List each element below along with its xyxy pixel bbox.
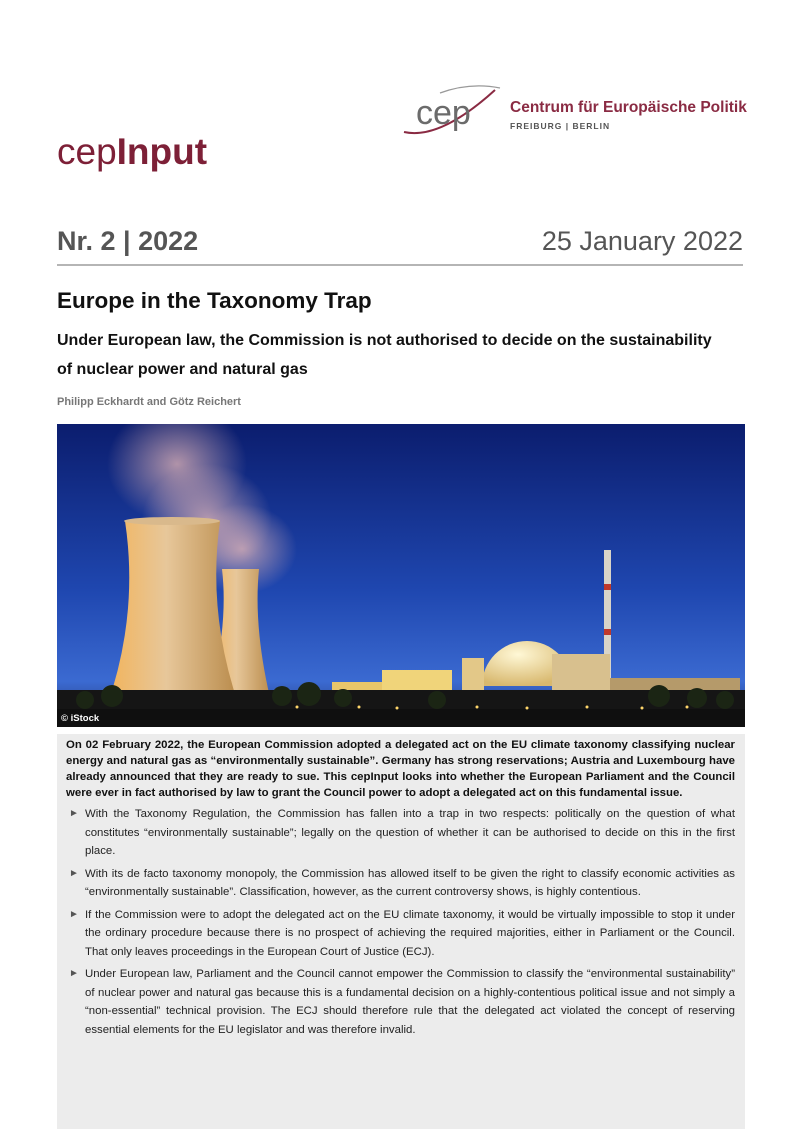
key-point	[66, 865, 735, 902]
org-locations: FREIBURG | BERLIN	[510, 121, 611, 131]
cep-logo	[400, 82, 745, 142]
publication-brand	[57, 133, 207, 170]
header-divider	[57, 264, 743, 266]
arrow-right-icon: ►	[69, 968, 79, 979]
article-authors: Philipp Eckhardt and Götz Reichert	[57, 396, 241, 408]
nuclear-plant-illustration	[57, 424, 745, 727]
brand-suffix: Input	[116, 131, 208, 172]
cover-photo	[57, 424, 745, 727]
org-name: Centrum für Europäische Politik	[510, 99, 747, 116]
issue-date: 25 January 2022	[541, 226, 743, 256]
arrow-right-icon: ►	[69, 908, 79, 920]
logo-wordmark: cep	[416, 94, 471, 132]
key-point	[66, 906, 735, 962]
article-title: Europe in the Taxonomy Trap	[57, 288, 372, 313]
key-points-list	[66, 805, 735, 1039]
summary-box	[57, 734, 745, 1129]
arrow-right-icon: ►	[69, 808, 79, 819]
key-point	[66, 805, 735, 861]
photo-credit: © iStock	[61, 713, 100, 724]
cep-logo-mark	[400, 82, 510, 142]
article-subtitle: Under European law, the Commission is not authorised to decide on the sustainability of nuclear power and natural gas	[57, 332, 712, 378]
summary-intro: On 02 February 2022, the European Commission adopted a delegated act on the EU climate taxonomy classifying nuclear energy and natural gas as “environmentally sustainable”. Germany has strong reservations; Austria and Luxembourg have already announced that they are ready to sue. This cepInput looks into whether the European Parliament and the Council were ever in fact authorised by law to grant the Council power to adopt a delegated act on this fundamental issue.	[66, 739, 735, 799]
key-point-text: With the Taxonomy Regulation, the Commission has fallen into a trap in two respects: politically on the question of what constitutes “environmentally sustainable”; legally on the question of whether it can be authorised to decide on this in the first place.	[85, 808, 735, 857]
key-point	[66, 965, 735, 1039]
key-point-text: If the Commission were to adopt the delegated act on the EU climate taxonomy, it would be virtually impossible to stop it under the ordinary procedure because there is no prospect of achieving the required majorities, either in Parliament or the Council. That only leaves proceedings in the European Court of Justice (ECJ).	[85, 908, 735, 958]
arrow-right-icon: ►	[69, 867, 79, 879]
key-point-text: Under European law, Parliament and the Council cannot empower the Commission to classify the “environmental sustainability” of nuclear power and natural gas because this is a fundamental decision on a highly-contentious political issue and not simply a “non-essential” technical provision. The ECJ should therefore rule that the delegated act violated the concept of reserving essential elements for the EU legislator and was therefore invalid.	[85, 968, 735, 1036]
key-point-text: With its de facto taxonomy monopoly, the Commission has allowed itself to be given the right to classify economic activities as “environmentally sustainable”. Classification, however, as the current controversy shows, is highly contentious.	[85, 867, 735, 898]
issue-number: Nr. 2 | 2022	[57, 226, 199, 256]
brand-prefix: cep	[57, 131, 117, 172]
